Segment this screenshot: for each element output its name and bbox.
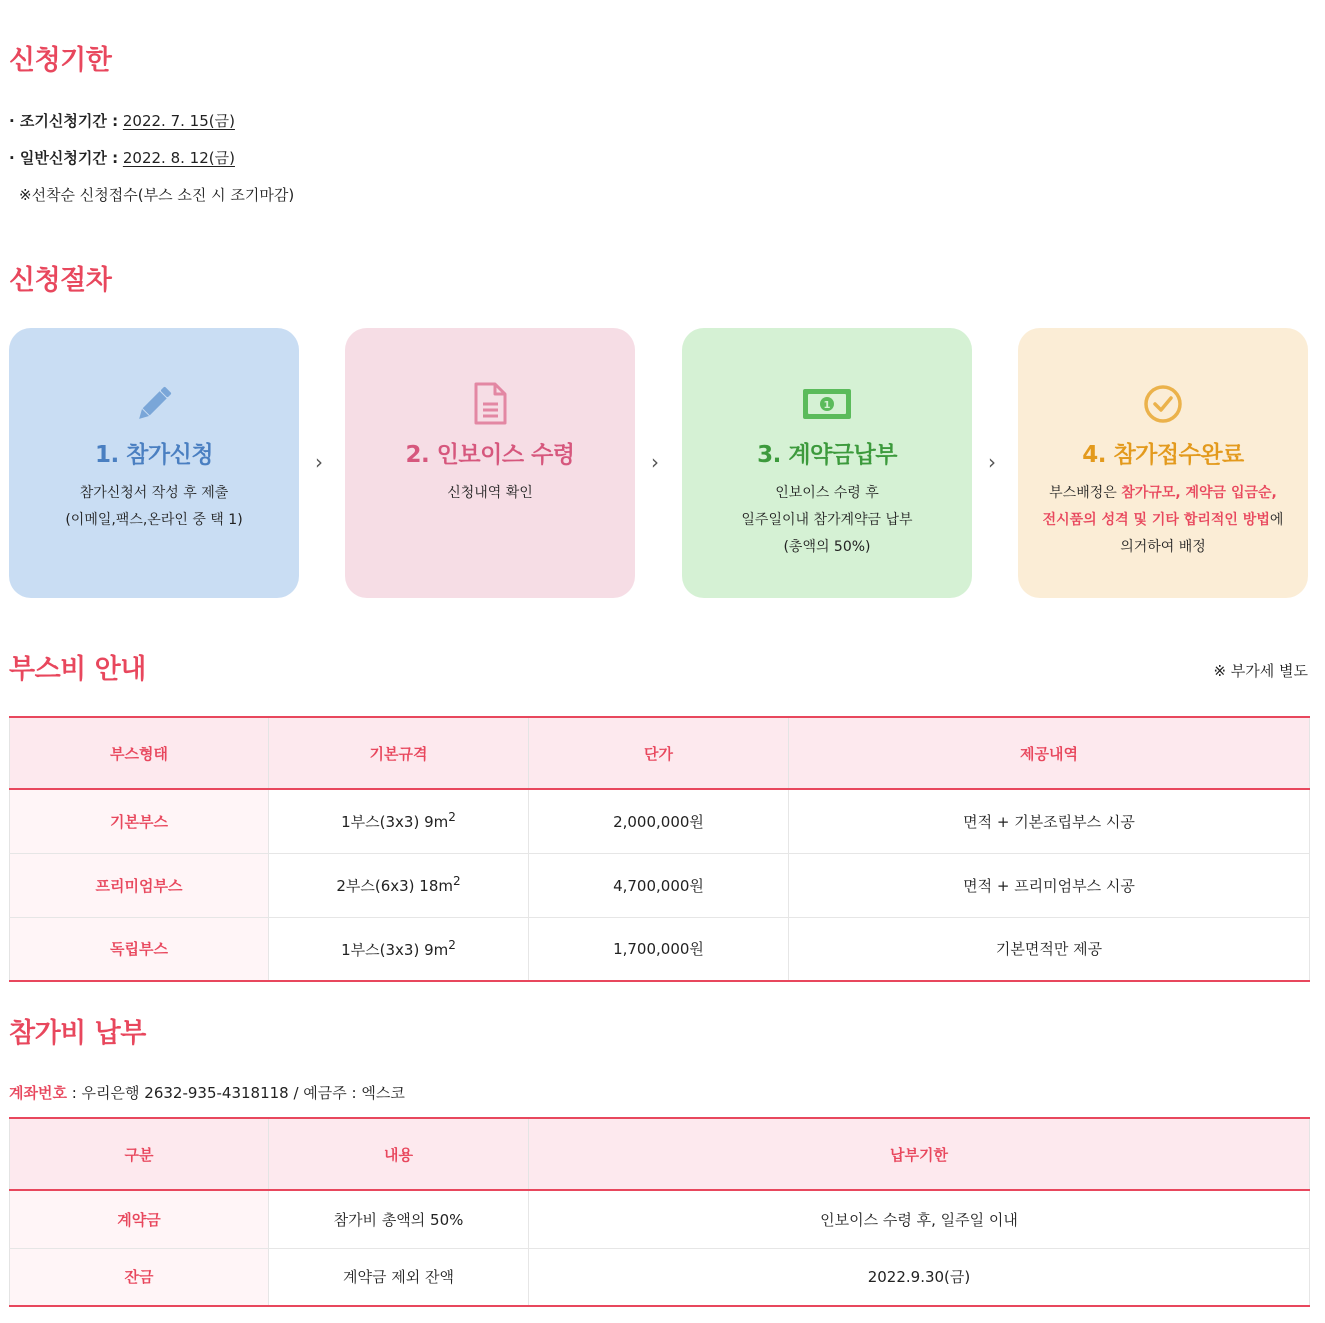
booth-provide-cell: 기본면적만 제공 [789, 917, 1310, 981]
table-row [10, 917, 1310, 981]
table-row [10, 1248, 1310, 1306]
general-application-line [9, 147, 235, 168]
table-row [10, 1190, 1310, 1248]
account-label: 계좌번호 [9, 1084, 67, 1102]
table-row [10, 853, 1310, 917]
payment-type-cell: 잔금 [10, 1248, 269, 1306]
booth-type-cell: 독립부스 [10, 917, 269, 981]
step-card-apply [9, 328, 299, 598]
booth-price-cell: 2,000,000원 [529, 789, 789, 853]
document-icon [345, 382, 635, 426]
booth-price-cell: 1,700,000원 [529, 917, 789, 981]
step-title: 4. 참가접수완료 [1082, 442, 1244, 468]
booth-price-cell: 4,700,000원 [529, 853, 789, 917]
payment-due-cell: 2022.9.30(금) [529, 1248, 1310, 1306]
chevron-right-icon: › [651, 450, 659, 474]
column-header: 내용 [269, 1118, 529, 1190]
chevron-right-icon: › [315, 450, 323, 474]
step-title: 2. 인보이스 수령 [405, 442, 575, 468]
payment-type-cell: 계약금 [10, 1190, 269, 1248]
step-description: 부스배정은 참가규모, 계약금 입금순, 전시품의 성격 및 기타 합리적인 방법에 의거하여 배정 [1042, 485, 1284, 555]
step-description: 신청내역 확인 [447, 485, 533, 501]
booth-spec-cell: 1부스(3x3) $9m^2$ [269, 789, 529, 853]
first-come-note: ※선착순 신청접수(부스 소진 시 조기마감) [19, 186, 295, 204]
booth-provide-cell: 면적 + 기본조립부스 시공 [789, 789, 1310, 853]
booth-fee-table [9, 716, 1310, 982]
general-application-date: 2022. 8. 12(금) [122, 149, 235, 167]
step-card-invoice [345, 328, 635, 598]
chevron-right-icon: › [988, 450, 996, 474]
check-circle-icon [1018, 382, 1308, 426]
step-card-deposit [682, 328, 972, 598]
general-application-label: · 일반신청기간 : [9, 149, 119, 167]
column-header: 구분 [10, 1118, 269, 1190]
step-description: 참가신청서 작성 후 제출 (이메일,팩스,온라인 중 택 1) [65, 485, 243, 528]
booth-type-cell: 프리미엄부스 [10, 853, 269, 917]
vat-note: ※ 부가세 별도 [1213, 662, 1308, 680]
column-header: 제공내역 [789, 717, 1310, 789]
table-header-row [10, 717, 1310, 789]
pencil-icon [9, 382, 299, 426]
procedure-title: 신청절차 [9, 265, 112, 296]
booth-provide-cell: 면적 + 프리미엄부스 시공 [789, 853, 1310, 917]
step-card-complete [1018, 328, 1308, 598]
payment-content-cell: 참가비 총액의 50% [269, 1190, 529, 1248]
table-row [10, 789, 1310, 853]
account-info: : 우리은행 2632-935-4318118 / 예금주 : 엑스코 [66, 1084, 405, 1102]
booth-fee-title: 부스비 안내 [9, 654, 146, 685]
payment-table [9, 1117, 1310, 1307]
column-header: 단가 [529, 717, 789, 789]
table-header-row [10, 1118, 1310, 1190]
step-title: 1. 참가신청 [94, 442, 214, 468]
payment-title: 참가비 납부 [9, 1018, 146, 1049]
step-title: 3. 계약금납부 [757, 442, 897, 468]
early-application-date: 2022. 7. 15(금) [122, 112, 235, 130]
svg-text:1: 1 [823, 400, 831, 411]
procedure-steps [9, 328, 1308, 598]
column-header: 부스형태 [10, 717, 269, 789]
money-bill-icon [682, 382, 972, 426]
account-line [9, 1082, 405, 1103]
payment-due-cell: 인보이스 수령 후, 일주일 이내 [529, 1190, 1310, 1248]
early-application-label: · 조기신청기간 : [9, 112, 119, 130]
column-header: 납부기한 [529, 1118, 1310, 1190]
column-header: 기본규격 [269, 717, 529, 789]
early-application-line [9, 110, 235, 131]
booth-spec-cell: 2부스(6x3) $18m^2$ [269, 853, 529, 917]
booth-type-cell: 기본부스 [10, 789, 269, 853]
booth-spec-cell: 1부스(3x3) $9m^2$ [269, 917, 529, 981]
step-description: 인보이스 수령 후 일주일이내 참가계약금 납부 (총액의 50%) [741, 485, 913, 555]
payment-content-cell: 계약금 제외 잔액 [269, 1248, 529, 1306]
deadline-title: 신청기한 [9, 45, 112, 76]
